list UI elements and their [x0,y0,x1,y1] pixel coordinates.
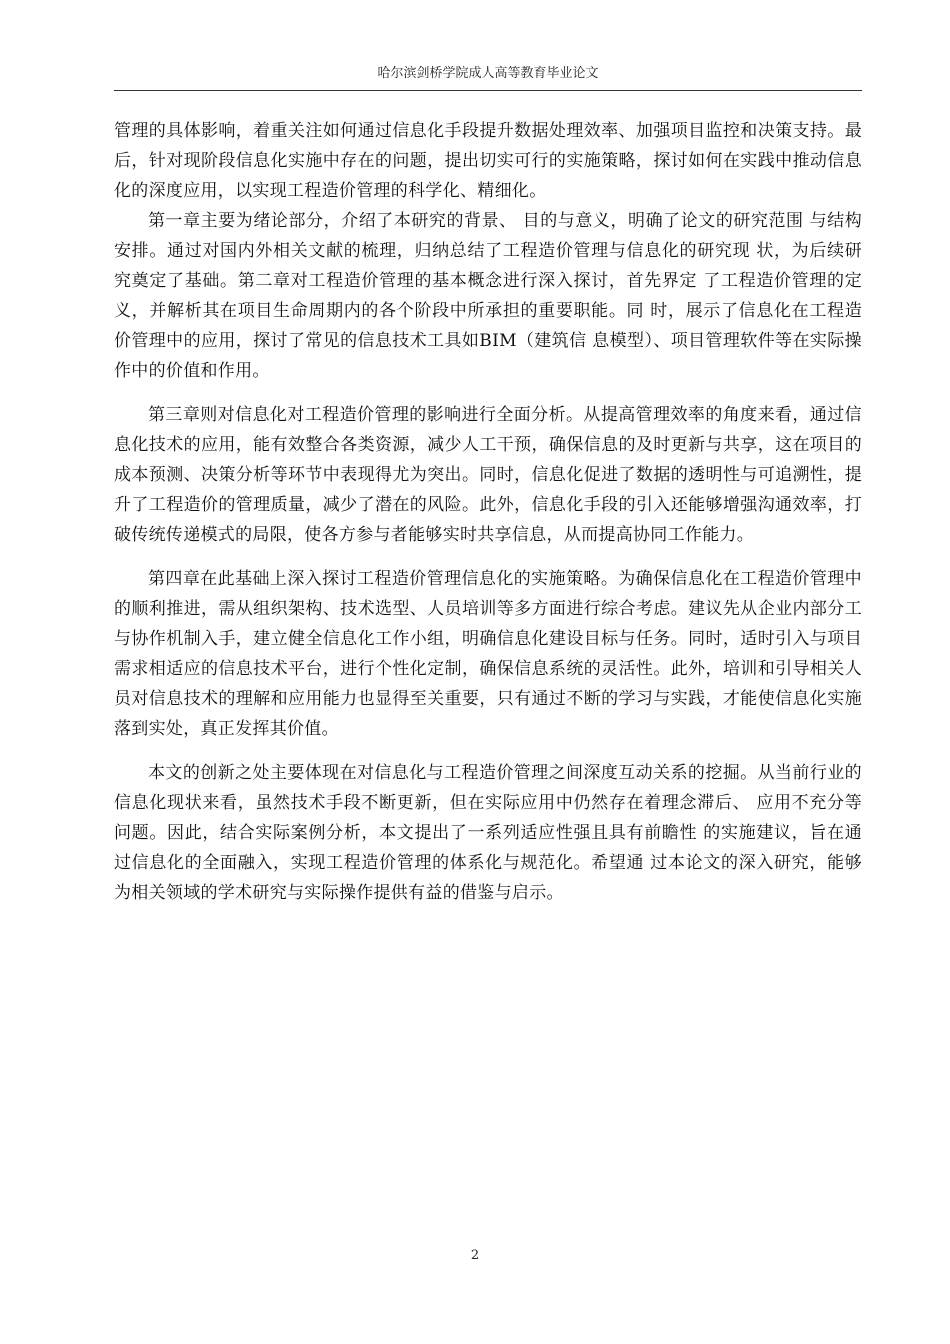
header-title: 哈尔滨剑桥学院成人高等教育毕业论文 [377,66,599,81]
page-number: 2 [470,1248,480,1263]
page-header [114,64,862,91]
paragraph-innovation: 本文的创新之处主要体现在对信息化与工程造价管理之间深度互动关系的挖掘。从当前行业的信息化现状来看，虽然技术手段不断更新，但在实际应用中仍然存在着理念滞后、 应用不充分等问题。因此，结合实际案例分析，本文提出了一系列适应性强且具有前瞻性 的实施建议，旨在通过信息化的全面融入，实现工程造价管理的体系化与规范化。希望通 过本论文的深入研究，能够为相关领域的学术研究与实际操作提供有益的借鉴与启示。 [114,763,862,903]
paragraph-chapter-one-two: 第一章主要为绪论部分，介绍了本研究的背景、 目的与意义，明确了论文的研究范围 与结构安排。通过对国内外相关文献的梳理，归纳总结了工程造价管理与信息化的研究现 状，为后续研究奠定了基础。第二章对工程造价管理的基本概念进行深入探讨，首先界定 了工程造价管理的定义，并解析其在项目生命周期内的各个阶段中所承担的重要职能。同 时，展示了信息化在工程造价管理中的应用，探讨了常见的信息技术工具如BIM（建筑信 息模型）、项目管理软件等在实际操作中的价值和作用。 [114,211,862,381]
paragraph-chapter-three: 第三章则对信息化对工程造价管理的影响进行全面分析。从提高管理效率的角度来看，通过信息化技术的应用，能有效整合各类资源，减少人工干预，确保信息的及时更新与共享，这在项目的成本预测、决策分析等环节中表现得尤为突出。同时，信息化促进了数据的透明性与可追溯性，提升了工程造价的管理质量，减少了潜在的风险。此外，信息化手段的引入还能够增强沟通效率，打破传统传递模式的局限，使各方参与者能够实时共享信息，从而提高协同工作能力。 [114,405,862,545]
body-text [114,116,862,908]
paragraph-continuation: 管理的具体影响，着重关注如何通过信息化手段提升数据处理效率、加强项目监控和决策支持。最后，针对现阶段信息化实施中存在的问题，提出切实可行的实施策略，探讨如何在实践中推动信息化的深度应用，以实现工程造价管理的科学化、精细化。 [114,121,862,201]
paragraph-chapter-four: 第四章在此基础上深入探讨工程造价管理信息化的实施策略。为确保信息化在工程造价管理中的顺利推进，需从组织架构、技术选型、人员培训等多方面进行综合考虑。建议先从企业内部分工与协作机制入手，建立健全信息化工作小组，明确信息化建设目标与任务。同时，适时引入与项目需求相适应的信息技术平台，进行个性化定制，确保信息系统的灵活性。此外，培训和引导相关人员对信息技术的理解和应用能力也显得至关重要，只有通过不断的学习与实践，才能使信息化实施落到实处，真正发挥其价值。 [114,569,862,739]
